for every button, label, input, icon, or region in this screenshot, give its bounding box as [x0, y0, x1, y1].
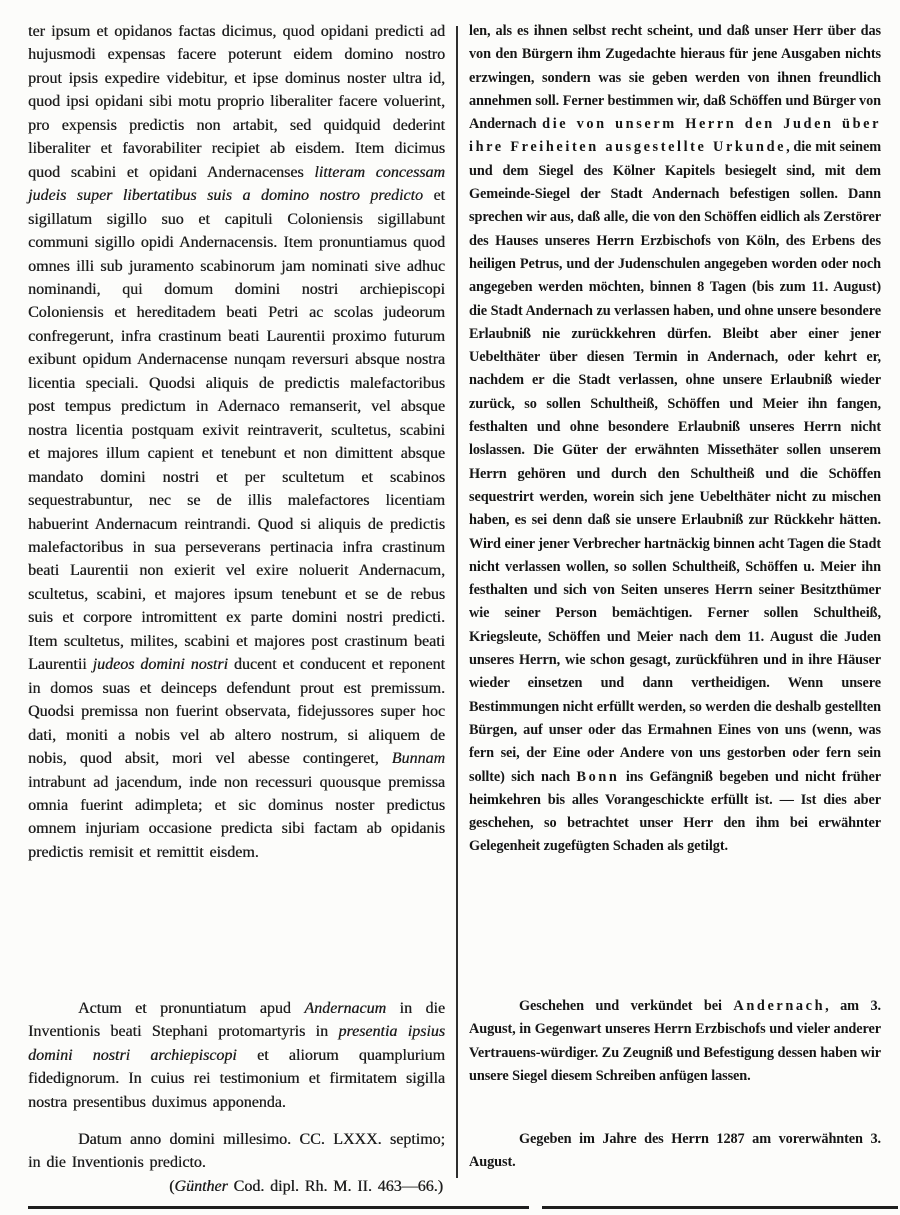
paragraph	[28, 1175, 445, 1198]
italic-run: Bunnam	[391, 750, 445, 768]
paragraph	[469, 1128, 881, 1175]
text-run: ter ipsum et opidanos factas dicimus, quod opidani predicti ad hujusmodi expensas facere poterunt eidem domino nostro prout ipsis expedire videbitur, et ipse dominus noster ultra id, quod ipsi opidani sibi motu proprio liberaliter facere voluerint, pro expensis predictis non artabit, sed quidquid dederint liberaliter et favorabiliter recipiet ab eisdem. Item dicimus quod scabini et opidani Andernacenses	[28, 23, 445, 181]
text-run: Geschehen und verkündet bei	[519, 998, 734, 1014]
text-run: et sigillatum sigillo suo et capituli Coloniensis sigillabunt communi sigillo opidi Andernacensis. Item pronuntiamus quod omnes illi sub juramento scabinorum jam nominati sive adhuc nominandi, qui domum domini nostri archiepiscopi Coloniensis et hereditadem beati Petri ac scolas judeorum confregerunt, infra crastinum beati Laurentii proximo futurum exibunt opidum Andernacense nunqam reversuri absque nostra licentia speciali. Quodsi aliquis de predictis malefactoribus post tempus predictum in Adernaco remanserit, vel absque nostra licentia postquam exivit reintraverit, scultetus, scabini et majores illum capient et tenebunt et non dimittent absque mandato domini nostri et per scultetum et scabinos sequestrabuntur, nec se de illis malefactores licentiam habuerint Andernacum reintrandi. Quod si aliquis de predictis malefactoribus in sua perseverans pertinacia infra crastinum beati Laurentii non exierit vel exire noluerit Andernacum, scultetus, scabini, et majores ipsum tenebunt et se de rebus suis et corpore intromittent ex parte domini nostri predicti. Item scultetus, milites, scabini et majores post crastinum beati Laurentii	[28, 187, 445, 674]
paragraph	[469, 995, 881, 1088]
paragraph	[28, 1128, 445, 1175]
text-run: ins Gefängniß begeben und nicht früher heimkehren bis alles Vorangeschickte erfüllt ist. — Ist dies aber geschehen, so betrachtet unser Herr den ihm bei erwähnter Gelegenheit zugefügten Schaden als getilgt.	[469, 768, 881, 855]
latin-text-column	[28, 20, 445, 1215]
letterspaced-run: die von unserm Herrn den Juden über ihre Freiheiten ausgestellte Urkunde	[469, 116, 882, 156]
italic-run: presentia ipsius domini nostri archiepiscopi	[28, 1023, 445, 1064]
text-run: in die Inventionis beati Stephani protomartyris in	[28, 1000, 445, 1041]
german-geschehen-block	[469, 995, 881, 1088]
text-run: , am 3. August, in Gegenwart unseres Herrn Erzbischofs und vieler anderer Vertrauens-würdiger. Zu Zeugniß und Befestigung dessen haben wir unsere Siegel diesem Schreiben anfügen lassen.	[469, 998, 882, 1084]
letterspaced-run: Bonn	[576, 768, 620, 785]
bottom-rule-right-segment	[542, 1206, 898, 1209]
column-divider-rule	[456, 26, 458, 1178]
italic-run: litteram concessam judeis super libertatibus suis a domino nostro predicto	[28, 163, 445, 205]
text-run: Gegeben im Jahre des Herrn 1287 am vorerwähnten 3. August.	[469, 1131, 881, 1171]
latin-actum-block	[28, 997, 445, 1114]
text-run: , die mit seinem und dem Siegel des Kölner Kapitels besiegelt sind, mit dem Gemeinde-Siegel der Stadt Andernach befestigen sollen. Dann sprechen wir aus, daß alle, die von den Schöffen eidlich als Zerstörer des Hauses unseres Herrn Erzbischofs von Köln, des Erbens des heiligen Petrus, und der Judenschulen angegeben worden oder noch angegeben werden möchten, binnen 8 Tagen (bis zum 11. August) die Stadt Andernach zu verlassen haben, und ohne unsere besondere Erlaubniß nie zurückkehren dürfen. Bleibt aber einer jener Uebelthäter über diesen Termin in Andernach, oder kehrt er, nachdem er die Stadt verlassen, ohne unsere Erlaubniß wieder zurück, so sollen Schultheiß, Schöffen und Meier ihn fangen, festhalten und ohne besondere Erlaubniß unseres Herrn nicht loslassen. Die Güter der erwähnten Missethäter sollen unserem Herrn gehören und durch den Schultheiß und die Schöffen sequestrirt werden, worein sich jene Uebelthäter nicht zu mischen haben, es sei denn daß sie unsere Erlaubniß zur Rückkehr hätten. Wird einer jener Verbrecher hartnäckig binnen acht Tagen die Stadt nicht verlassen wollen, so sollen Schultheiß, Schöffen u. Meier ihn festhalten und sich von Seiten unseres Herrn seiner Besitzthümer wie seiner Person bemächtigen. Ferner sollen Schultheiß, Kriegsleute, Schöffen und Meier nach dem 11. August die Juden unseres Herrn, wie schon gesagt, zurückführen und in ihre Häuser wieder einsetzen und dann vertheidigen. Wenn unsere Bestimmungen nicht erfüllt werden, so werden die deshalb gestellten Bürgen, auf unser oder das Ermahnen Eines von uns (wenn, was fern sei, der Eine oder Andere von uns gestorben oder fern sein sollte) sich nach	[469, 139, 882, 785]
italic-run: Günther	[174, 1177, 228, 1195]
text-run: Datum anno domini millesimo. CC. LXXX. septimo; in die Inventionis predicto.	[28, 1131, 445, 1172]
text-run: Actum et pronuntiatum apud	[78, 1000, 305, 1017]
paragraph	[28, 997, 445, 1114]
german-text-column	[469, 20, 881, 1215]
paragraph	[469, 20, 881, 859]
text-run: Cod. dipl. Rh. M. II. 463—66.)	[227, 1177, 443, 1195]
text-run: intrabunt ad jacendum, inde non recessuri quousque premissa omnia fuerint adimpleta; et sic dominus noster predictus omnem injuriam occasione predicta sibi factam ab opidanis predictis remisit et remittit eisdem.	[28, 773, 445, 861]
german-body-block	[469, 20, 881, 859]
letterspaced-run: Andernach	[733, 998, 826, 1014]
latin-body-block	[28, 20, 445, 864]
latin-datum-block	[28, 1128, 445, 1198]
paragraph	[28, 20, 445, 864]
text-run: (	[169, 1177, 175, 1195]
text-run: ducent et conducent et reponent in domos suas et deinceps defendunt prout est premissum. Quodsi premissa non fuerint observata, fidejussores super hoc dati, moniti a nobis vel ab altero nostrum, si aliquem de nobis, quod absit, mori vel abesse contingeret,	[28, 656, 445, 768]
bottom-rule-left-segment	[28, 1206, 529, 1209]
italic-run: judeos domini nostri	[92, 656, 228, 674]
italic-run: Andernacum	[304, 1000, 387, 1017]
text-run: len, als es ihnen selbst recht scheint, und daß unser Herr über das von den Bürgern ihm Zugedachte hieraus für jene Ausgaben nichts erzwingen, sondern was sie geben werden von ihnen freundlich annehmen soll. Ferner bestimmen wir, daß Schöffen und Bürger von Andernach	[469, 23, 881, 133]
german-gegeben-block	[469, 1128, 881, 1175]
text-run: et aliorum quamplurium fidedignorum. In cuius rei testimonium et firmitatem sigilla nostra presentibus duximus apponenda.	[28, 1046, 445, 1111]
